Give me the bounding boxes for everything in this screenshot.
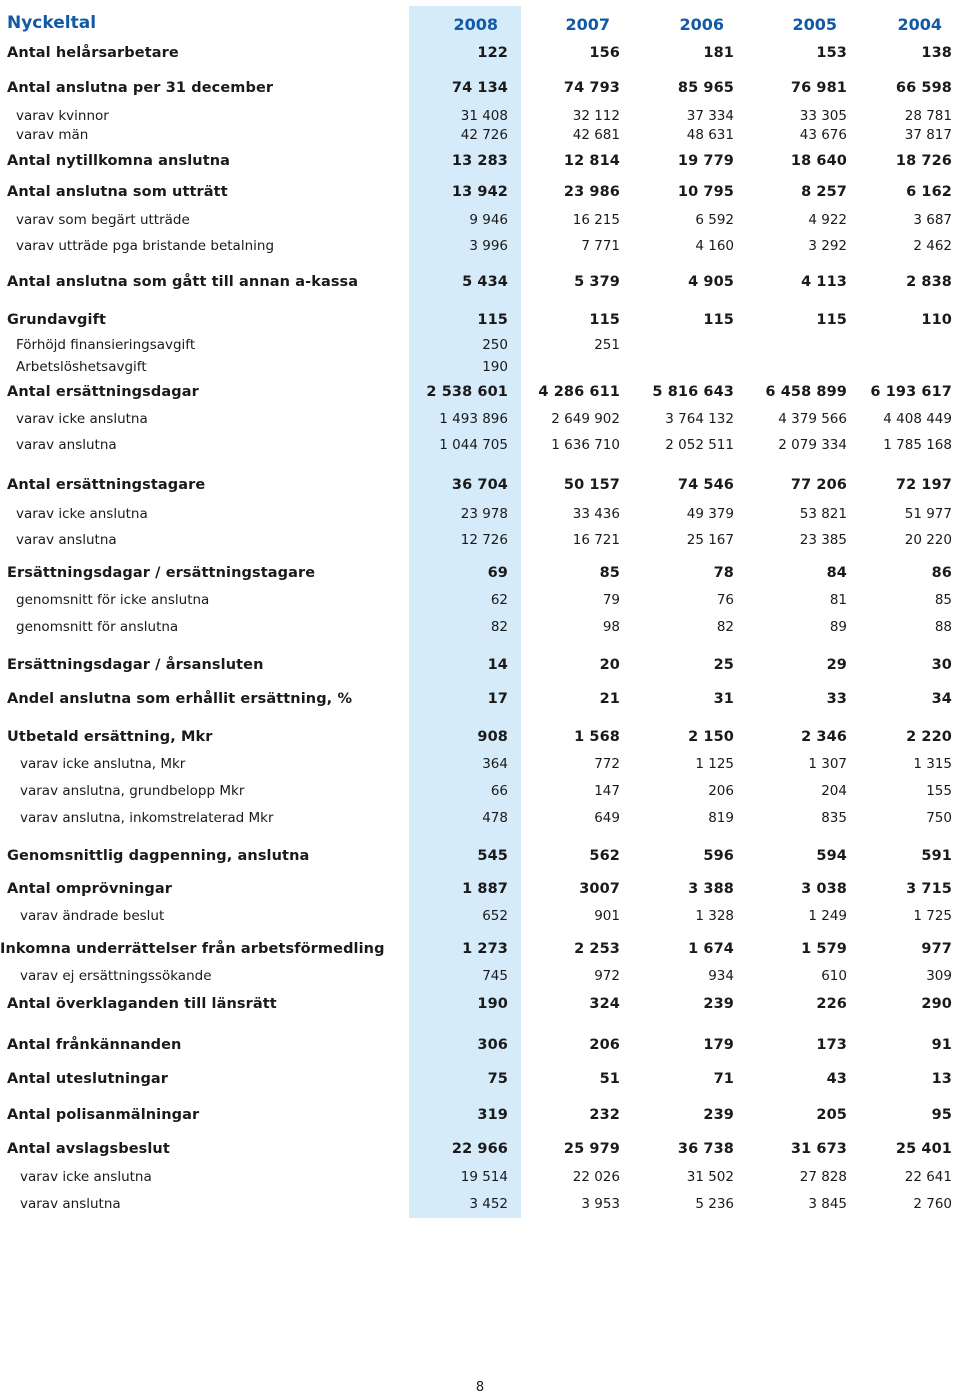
cell-value: 30	[931, 657, 952, 673]
cell-value: 85 965	[677, 80, 734, 96]
table-row	[0, 337, 960, 357]
cell-value: 6 193 617	[870, 384, 952, 400]
row-label: varav icke anslutna	[16, 506, 148, 522]
cell-value: 31 673	[790, 1141, 847, 1157]
row-label: Grundavgift	[7, 312, 107, 328]
row-label: varav kvinnor	[16, 108, 109, 124]
cell-value: 179	[703, 1037, 734, 1053]
table-row	[0, 908, 960, 928]
cell-value: 110	[921, 312, 952, 328]
table-row	[0, 848, 960, 868]
cell-value: 4 379 566	[778, 411, 847, 427]
cell-value: 22 026	[572, 1169, 620, 1185]
cell-value: 78	[713, 565, 734, 581]
cell-value: 20 220	[904, 532, 952, 548]
cell-value: 155	[926, 783, 952, 799]
table-row	[0, 1107, 960, 1127]
cell-value: 21	[599, 691, 620, 707]
cell-value: 25	[713, 657, 734, 673]
cell-value: 190	[482, 359, 508, 375]
cell-value: 1 887	[462, 881, 508, 897]
cell-value: 835	[821, 810, 847, 826]
table-row	[0, 437, 960, 457]
row-label: varav anslutna	[16, 437, 117, 453]
row-label: Antal omprövningar	[7, 881, 173, 897]
table-row	[0, 153, 960, 173]
cell-value: 115	[477, 312, 508, 328]
row-label: varav män	[16, 127, 89, 143]
cell-value: 3 996	[469, 238, 508, 254]
cell-value: 1 568	[574, 729, 620, 745]
cell-value: 1 315	[913, 756, 952, 772]
row-label: varav anslutna	[20, 1196, 121, 1212]
cell-value: 12 726	[460, 532, 508, 548]
row-label: Antal nytillkomna anslutna	[7, 153, 231, 169]
cell-value: 2 462	[913, 238, 952, 254]
year-header: 2007	[565, 15, 610, 34]
cell-value: 23 385	[799, 532, 847, 548]
table-row	[0, 532, 960, 552]
cell-value: 3007	[579, 881, 620, 897]
cell-value: 901	[594, 908, 620, 924]
row-label: Antal anslutna som gått till annan a-kassa	[7, 274, 359, 290]
cell-value: 562	[589, 848, 620, 864]
cell-value: 4 160	[695, 238, 734, 254]
cell-value: 25 401	[895, 1141, 952, 1157]
cell-value: 74 134	[451, 80, 508, 96]
cell-value: 239	[703, 996, 734, 1012]
cell-value: 1 328	[695, 908, 734, 924]
cell-value: 1 125	[695, 756, 734, 772]
row-label: Antal anslutna som utträtt	[7, 184, 228, 200]
cell-value: 71	[713, 1071, 734, 1087]
cell-value: 48 631	[686, 127, 734, 143]
cell-value: 20	[599, 657, 620, 673]
cell-value: 745	[482, 968, 508, 984]
cell-value: 85	[599, 565, 620, 581]
cell-value: 1 044 705	[439, 437, 508, 453]
table-row	[0, 996, 960, 1016]
cell-value: 2 760	[913, 1196, 952, 1212]
cell-value: 819	[708, 810, 734, 826]
cell-value: 62	[490, 592, 508, 608]
row-label: varav ej ersättningssökande	[20, 968, 212, 984]
cell-value: 364	[482, 756, 508, 772]
cell-value: 36 704	[451, 477, 508, 493]
cell-value: 33 305	[799, 108, 847, 124]
row-label: genomsnitt för anslutna	[16, 619, 179, 635]
cell-value: 33 436	[572, 506, 620, 522]
row-label: varav utträde pga bristande betalning	[16, 238, 275, 254]
cell-value: 1 674	[688, 941, 734, 957]
cell-value: 34	[931, 691, 952, 707]
row-label: Ersättningsdagar / ersättningstagare	[7, 565, 316, 581]
cell-value: 13	[931, 1071, 952, 1087]
row-label: varav icke anslutna, Mkr	[20, 756, 186, 772]
cell-value: 147	[594, 783, 620, 799]
table-row	[0, 108, 960, 128]
cell-value: 84	[826, 565, 847, 581]
cell-value: 2 220	[906, 729, 952, 745]
cell-value: 22 641	[904, 1169, 952, 1185]
table-row	[0, 941, 960, 961]
cell-value: 324	[589, 996, 620, 1012]
cell-value: 98	[602, 619, 620, 635]
cell-value: 290	[921, 996, 952, 1012]
row-label: varav anslutna, grundbelopp Mkr	[20, 783, 245, 799]
cell-value: 31 408	[460, 108, 508, 124]
cell-value: 66	[490, 783, 508, 799]
year-header: 2005	[792, 15, 837, 34]
table-row	[0, 565, 960, 585]
table-row	[0, 384, 960, 404]
row-label: varav anslutna, inkomstrelaterad Mkr	[20, 810, 274, 826]
table-row	[0, 592, 960, 612]
cell-value: 153	[816, 45, 847, 61]
cell-value: 19 514	[460, 1169, 508, 1185]
row-label: Antal frånkännanden	[7, 1037, 182, 1053]
cell-value: 16 215	[572, 212, 620, 228]
table-row	[0, 359, 960, 379]
cell-value: 3 038	[801, 881, 847, 897]
table-row	[0, 756, 960, 776]
cell-value: 86	[931, 565, 952, 581]
cell-value: 8 257	[801, 184, 847, 200]
row-label: Arbetslöshetsavgift	[16, 359, 147, 375]
row-label: Andel anslutna som erhållit ersättning, %	[7, 691, 353, 707]
table-row	[0, 729, 960, 749]
year-header: 2008	[453, 15, 498, 34]
table-row	[0, 238, 960, 258]
cell-value: 6 458 899	[765, 384, 847, 400]
cell-value: 79	[602, 592, 620, 608]
cell-value: 42 681	[572, 127, 620, 143]
cell-value: 76	[716, 592, 734, 608]
cell-value: 4 408 449	[883, 411, 952, 427]
cell-value: 17	[487, 691, 508, 707]
row-label: Antal helårsarbetare	[7, 45, 179, 61]
cell-value: 50 157	[563, 477, 620, 493]
row-label: Genomsnittlig dagpenning, anslutna	[7, 848, 310, 864]
table-row	[0, 506, 960, 526]
cell-value: 31	[713, 691, 734, 707]
cell-value: 25 167	[686, 532, 734, 548]
cell-value: 29	[826, 657, 847, 673]
cell-value: 2 052 511	[665, 437, 734, 453]
cell-value: 138	[921, 45, 952, 61]
cell-value: 91	[931, 1037, 952, 1053]
cell-value: 594	[816, 848, 847, 864]
cell-value: 596	[703, 848, 734, 864]
cell-value: 43	[826, 1071, 847, 1087]
cell-value: 18 726	[895, 153, 952, 169]
cell-value: 51	[599, 1071, 620, 1087]
cell-value: 115	[703, 312, 734, 328]
row-label: Förhöjd finansieringsavgift	[16, 337, 196, 353]
cell-value: 3 845	[808, 1196, 847, 1212]
row-label: Antal polisanmälningar	[7, 1107, 200, 1123]
table-row	[0, 1037, 960, 1057]
cell-value: 250	[482, 337, 508, 353]
cell-value: 32 112	[572, 108, 620, 124]
cell-value: 95	[931, 1107, 952, 1123]
cell-value: 4 113	[801, 274, 847, 290]
row-label: Antal ersättningstagare	[7, 477, 206, 493]
cell-value: 3 715	[906, 881, 952, 897]
cell-value: 3 452	[469, 1196, 508, 1212]
cell-value: 13 942	[451, 184, 508, 200]
cell-value: 81	[829, 592, 847, 608]
cell-value: 22 966	[451, 1141, 508, 1157]
cell-value: 2 079 334	[778, 437, 847, 453]
row-label: varav som begärt utträde	[16, 212, 190, 228]
table-row	[0, 1141, 960, 1161]
cell-value: 2 838	[906, 274, 952, 290]
cell-value: 1 307	[808, 756, 847, 772]
cell-value: 772	[594, 756, 620, 772]
cell-value: 156	[589, 45, 620, 61]
cell-value: 53 821	[799, 506, 847, 522]
cell-value: 10 795	[677, 184, 734, 200]
cell-value: 23 978	[460, 506, 508, 522]
cell-value: 6 592	[695, 212, 734, 228]
row-label: Antal överklaganden till länsrätt	[7, 996, 277, 1012]
cell-value: 88	[934, 619, 952, 635]
cell-value: 232	[589, 1107, 620, 1123]
cell-value: 82	[490, 619, 508, 635]
cell-value: 1 579	[801, 941, 847, 957]
cell-value: 205	[816, 1107, 847, 1123]
table-row	[0, 1071, 960, 1091]
cell-value: 42 726	[460, 127, 508, 143]
table-row	[0, 312, 960, 332]
cell-value: 478	[482, 810, 508, 826]
table-row	[0, 968, 960, 988]
cell-value: 1 636 710	[551, 437, 620, 453]
cell-value: 74 793	[563, 80, 620, 96]
cell-value: 122	[477, 45, 508, 61]
cell-value: 204	[821, 783, 847, 799]
cell-value: 7 771	[581, 238, 620, 254]
cell-value: 3 388	[688, 881, 734, 897]
table-row	[0, 80, 960, 100]
cell-value: 82	[716, 619, 734, 635]
cell-value: 43 676	[799, 127, 847, 143]
cell-value: 77 206	[790, 477, 847, 493]
cell-value: 972	[594, 968, 620, 984]
row-label: Inkomna underrättelser från arbetsförmedling	[0, 941, 385, 957]
cell-value: 36 738	[677, 1141, 734, 1157]
cell-value: 1 249	[808, 908, 847, 924]
row-label: varav anslutna	[16, 532, 117, 548]
cell-value: 309	[926, 968, 952, 984]
cell-value: 3 764 132	[665, 411, 734, 427]
cell-value: 5 434	[462, 274, 508, 290]
cell-value: 49 379	[686, 506, 734, 522]
table-row	[0, 127, 960, 147]
cell-value: 239	[703, 1107, 734, 1123]
cell-value: 3 953	[581, 1196, 620, 1212]
table-row	[0, 810, 960, 830]
cell-value: 66 598	[895, 80, 952, 96]
row-label: Antal ersättningsdagar	[7, 384, 199, 400]
row-label: varav ändrade beslut	[20, 908, 165, 924]
cell-value: 2 150	[688, 729, 734, 745]
cell-value: 4 286 611	[538, 384, 620, 400]
cell-value: 37 817	[904, 127, 952, 143]
cell-value: 652	[482, 908, 508, 924]
table-row	[0, 783, 960, 803]
cell-value: 181	[703, 45, 734, 61]
cell-value: 25 979	[563, 1141, 620, 1157]
cell-value: 649	[594, 810, 620, 826]
cell-value: 206	[589, 1037, 620, 1053]
cell-value: 27 828	[799, 1169, 847, 1185]
cell-value: 115	[589, 312, 620, 328]
table-row	[0, 1196, 960, 1216]
cell-value: 934	[708, 968, 734, 984]
cell-value: 5 379	[574, 274, 620, 290]
cell-value: 4 905	[688, 274, 734, 290]
cell-value: 76 981	[790, 80, 847, 96]
table-title: Nyckeltal	[7, 13, 97, 33]
row-label: varav icke anslutna	[16, 411, 148, 427]
cell-value: 226	[816, 996, 847, 1012]
cell-value: 74 546	[677, 477, 734, 493]
table-row	[0, 212, 960, 232]
cell-value: 1 273	[462, 941, 508, 957]
cell-value: 23 986	[563, 184, 620, 200]
cell-value: 115	[816, 312, 847, 328]
cell-value: 12 814	[563, 153, 620, 169]
cell-value: 5 816 643	[652, 384, 734, 400]
cell-value: 6 162	[906, 184, 952, 200]
cell-value: 3 292	[808, 238, 847, 254]
cell-value: 89	[829, 619, 847, 635]
cell-value: 51 977	[904, 506, 952, 522]
cell-value: 3 687	[913, 212, 952, 228]
table-row	[0, 45, 960, 65]
row-label: genomsnitt för icke anslutna	[16, 592, 210, 608]
cell-value: 33	[826, 691, 847, 707]
cell-value: 2 538 601	[426, 384, 508, 400]
cell-value: 610	[821, 968, 847, 984]
cell-value: 37 334	[686, 108, 734, 124]
table-row	[0, 184, 960, 204]
year-header: 2006	[679, 15, 724, 34]
cell-value: 1 493 896	[439, 411, 508, 427]
cell-value: 2 253	[574, 941, 620, 957]
cell-value: 2 649 902	[551, 411, 620, 427]
table-row	[0, 1169, 960, 1189]
cell-value: 206	[708, 783, 734, 799]
row-label: varav icke anslutna	[20, 1169, 152, 1185]
cell-value: 5 236	[695, 1196, 734, 1212]
cell-value: 251	[594, 337, 620, 353]
cell-value: 69	[487, 565, 508, 581]
cell-value: 1 785 168	[883, 437, 952, 453]
cell-value: 9 946	[469, 212, 508, 228]
table-row	[0, 477, 960, 497]
cell-value: 190	[477, 996, 508, 1012]
row-label: Antal avslagsbeslut	[7, 1141, 170, 1157]
cell-value: 306	[477, 1037, 508, 1053]
cell-value: 908	[477, 729, 508, 745]
cell-value: 2 346	[801, 729, 847, 745]
cell-value: 4 922	[808, 212, 847, 228]
cell-value: 19 779	[677, 153, 734, 169]
table-row	[0, 881, 960, 901]
cell-value: 18 640	[790, 153, 847, 169]
page-number: 8	[475, 1380, 485, 1395]
table-header	[0, 13, 960, 37]
row-label: Ersättningsdagar / årsansluten	[7, 657, 264, 673]
table-row	[0, 274, 960, 294]
row-label: Utbetald ersättning, Mkr	[7, 729, 213, 745]
cell-value: 72 197	[895, 477, 952, 493]
cell-value: 319	[477, 1107, 508, 1123]
cell-value: 591	[921, 848, 952, 864]
cell-value: 16 721	[572, 532, 620, 548]
table-row	[0, 411, 960, 431]
cell-value: 1 725	[913, 908, 952, 924]
cell-value: 75	[487, 1071, 508, 1087]
row-label: Antal uteslutningar	[7, 1071, 169, 1087]
year-header: 2004	[897, 15, 942, 34]
cell-value: 173	[816, 1037, 847, 1053]
table-row	[0, 691, 960, 711]
table-row	[0, 657, 960, 677]
cell-value: 750	[926, 810, 952, 826]
cell-value: 31 502	[686, 1169, 734, 1185]
cell-value: 85	[934, 592, 952, 608]
cell-value: 545	[477, 848, 508, 864]
cell-value: 14	[487, 657, 508, 673]
table-row	[0, 619, 960, 639]
row-label: Antal anslutna per 31 december	[7, 80, 274, 96]
cell-value: 28 781	[904, 108, 952, 124]
cell-value: 977	[921, 941, 952, 957]
cell-value: 13 283	[451, 153, 508, 169]
